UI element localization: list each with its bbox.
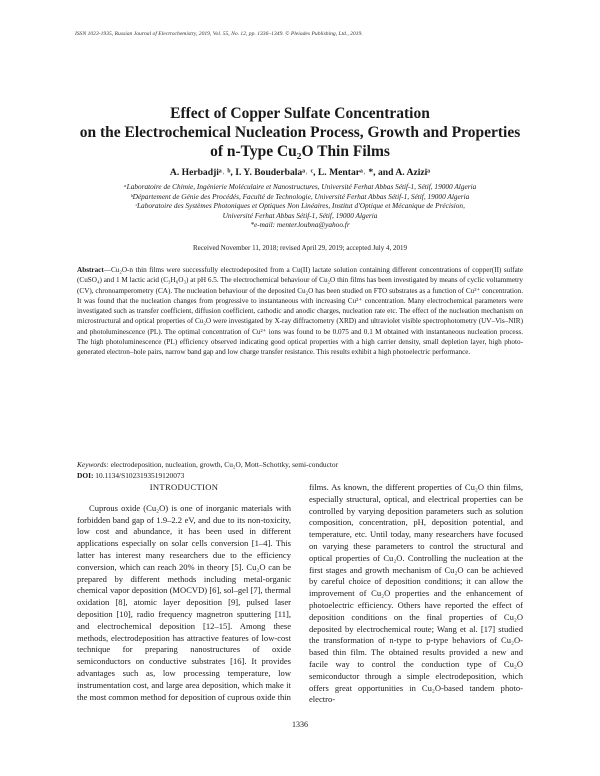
corresponding-email: *e-mail: menter.loubna@yahoo.fr: [250, 220, 350, 230]
right-column: [309, 482, 523, 706]
journal-header: ISSN 1023-1935, Russian Journal of Electrochemistry, 2019, Vol. 55, No. 12, pp. 1336–1349. © Pleiades Publishing, Ltd., 2019.: [75, 31, 363, 37]
affiliation-b: ᵇDépartement de Génie des Procédés, Faculté de Technologie, Université Ferhat Abbas Sétif-1, Sétif, 19000 Algeria: [130, 191, 470, 201]
affiliation-c: ᶜLaboratoire des Systèmes Photoniques et Optiques Non Linéaires, Institut d'Optique et Mécanique de Précision,: [135, 201, 465, 211]
keywords-line: [77, 459, 523, 470]
intro-paragraph-right: films. As known, the different properties of Cu₂O thin films, especially structural, optical, and electrical properties can be controlled by varying deposition parameters such as solution composition, concentration, pH, deposition potential, and temperature, etc. Until today, many researchers have focused on varying these parameters to control the structural and optical properties of Cu₂O. Controlling the nucleation at the first stages and growth mechanism of Cu₂O can be achieved by careful choice of deposition conditions; it can allow the improvement of Cu₂O properties and the enhancement of photoelectric efficiency. Others have reported the effect of deposition conditions on the final properties of Cu₂O deposited by electrochemical route; Wang et al. [17] studied the transformation of n-type to p-type behaviors of Cu₂O-based thin film. The obtained results provided a new and facile way to control the conduction type of Cu₂O semiconductor through a simple electrodeposition, which offers great opportunities in Cu₂O-based tandem photo-electro-: [309, 482, 523, 705]
title-line-2: on the Electrochemical Nucleation Process, Growth and Properties: [79, 124, 521, 141]
keywords-block: [77, 459, 523, 481]
page-number: 1336: [292, 720, 308, 729]
abstract-text: —Cu₂O-n thin films were successfully electrodeposited from a Cu(II) lactate solution containing different concentrations of copper(II) sulfate (CuSO₄) and 1 M lactic acid (C₃H₆O₃) at pH 6.5. The electrochemical behaviour of Cu₂O thin films has been investigated by means of cyclic voltammetry (CV), chronoamperometry (CA). The nucleation behaviour of the deposited Cu₂O has been studied on FTO substrates as a function of Cu²⁺ concentration. It was found that the nucleation changes from progressive to instantaneous with increasing Cu²⁺ concentration. Many electrochemical parameters were investigated such as transfer coefficient, diffusion coefficient, cathodic and anodic charges, nucleation rate etc. The effect of the nucleation mechanism on microstructural and optical properties of Cu₂O were investigated by X-ray diffractometry (XRD) and ultraviolet visible spectrophotometry (UV–Vis–NIR) and photoluminescence (PL). The optimal concentration of Cu²⁺ ions was found to be 0.075 and 0.1 M obtained with instantaneous nucleation process. The high photoluminescence (PL) efficiency observed indicating good optical properties with a high carrier density, small depletion layer, high photo-generated electron–hole pairs, narrow band gap and low charge transfer resistance. This results exhibit a high photoelectric performance.: [77, 266, 523, 357]
paper-title: [0, 104, 600, 161]
keywords-label: Keywords:: [77, 460, 109, 469]
intro-paragraph-left: Cuprous oxide (Cu₂O) is one of inorganic materials with forbidden band gap of 1.9–2.2 eV, and due to its non-toxicity, low cost and abundance, it has been used in different applications especially on solar cells conversion [1–4]. This latter has interest many researchers due to the efficiency conversion, which can reach 20% in theory [5]. Cu₂O can be prepared by different methods including metal-organic chemical vapor deposition (MOCVD) [6], sol–gel [7], thermal oxidation [8], atomic layer deposition [9], pulsed laser deposition [10], radio frequency magnetron sputtering [11], and electrochemical deposition [12–15]. Among these methods, electrodeposition has attractive features of low-cost technique for preparing nanostructures of oxide semiconductors on conductive substrates [16]. It provides advantages such as, low processing temperature, low instrumentation cost, and large area deposition, which make it the most common method for deposition of cuprous oxide thin: [77, 502, 291, 702]
title-line-3: of n-Type Cu₂O Thin Films: [210, 143, 390, 160]
keywords-text: electrodeposition, nucleation, growth, Cu₂O, Mott–Schottky, semi-conductor: [108, 460, 339, 469]
title-line-1: Effect of Copper Sulfate Concentration: [170, 105, 430, 122]
left-column: [77, 482, 291, 703]
abstract: [77, 265, 523, 358]
doi-text: 10.1134/S1023193519120073: [93, 471, 185, 480]
doi-line: [77, 470, 523, 481]
affiliation-c-cont: Université Ferhat Abbas Sétif-1, Sétif, 19000 Algeria: [222, 210, 378, 220]
doi-label: DOI:: [77, 471, 94, 480]
abstract-label: Abstract: [77, 266, 104, 274]
author-list: A. Herbadjiᵃ˒ ᵇ, I. Y. Bouderbalaᵃ˒ ᶜ, L. Mentarᵃ˒ *, and A. Aziziᵃ: [169, 167, 431, 178]
affiliations: [0, 182, 600, 230]
affiliation-a: ᵃLaboratoire de Chimie, Ingénierie Moléculaire et Nanostructures, Université Ferhat Abbas Sétif-1, Sétif, 19000 Algeria: [123, 182, 477, 191]
received-dates: Received November 11, 2018; revised April 29, 2019; accepted July 4, 2019: [193, 244, 407, 252]
intro-heading: INTRODUCTION: [149, 482, 219, 492]
